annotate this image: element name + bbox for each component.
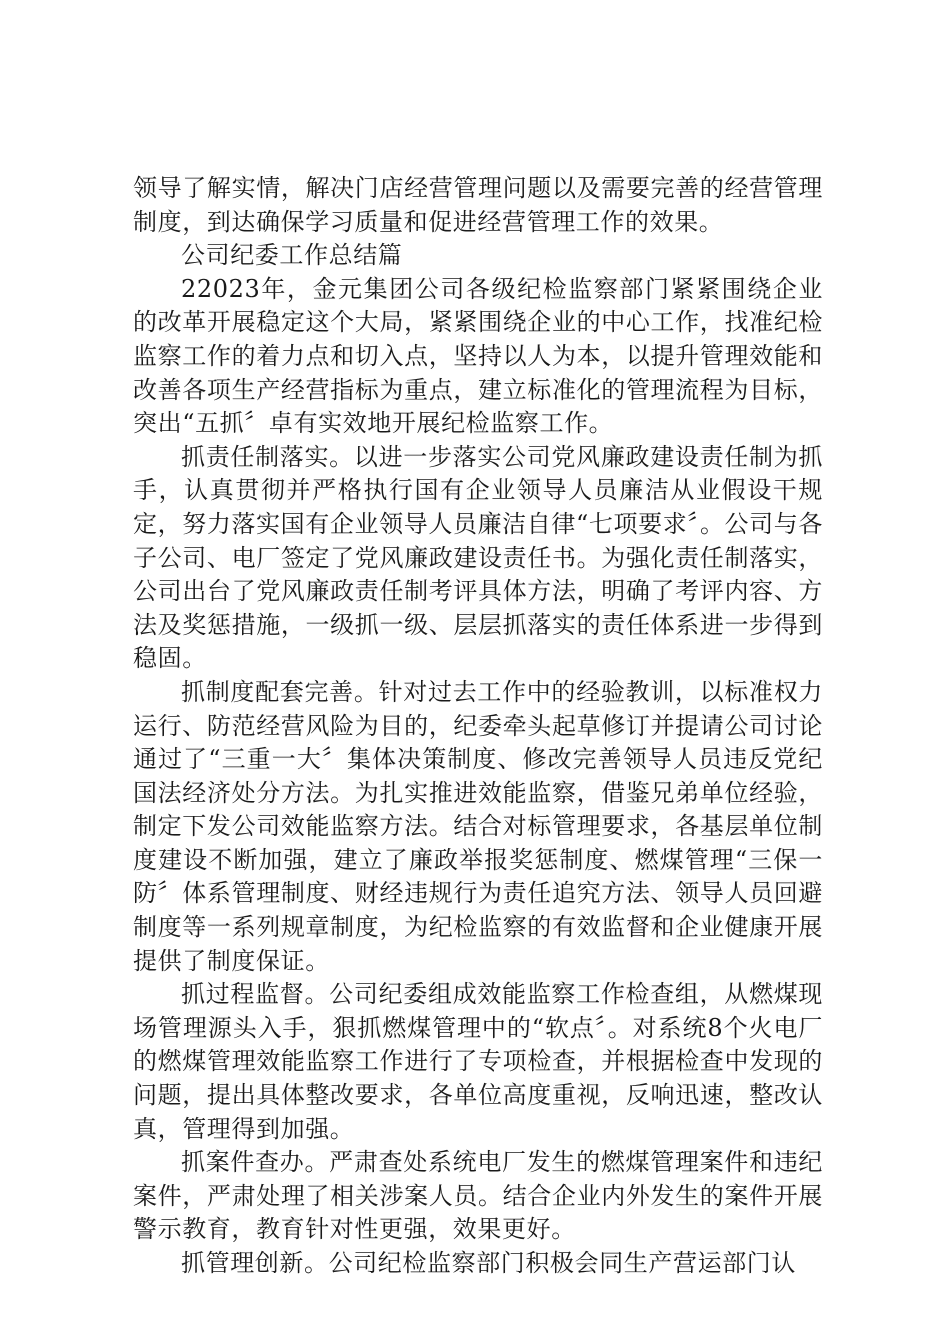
paragraph-responsibility: 抓责任制落实。以进一步落实公司党风廉政建设责任制为抓手，认真贯彻并严格执行国有企业领导人员廉洁从业假设干规定，努力落实国有企业领导人员廉洁自律“七项要求〞。公司与各子公司、电厂签定了党风廉政建设责任书。为强化责任制落实，公司出台了党风廉政责任制考评具体方法，明确了考评内容、方法及奖惩措施，一级抓一级、层层抓落实的责任体系进一步得到稳固。	[133, 442, 823, 673]
paragraph-continuation: 领导了解实情，解决门店经营管理问题以及需要完善的经营管理制度，到达确保学习质量和促进经营管理工作的效果。	[133, 174, 823, 236]
document-body	[133, 172, 823, 1281]
paragraph-cases: 抓案件查办。严肃查处系统电厂发生的燃煤管理案件和违纪案件，严肃处理了相关涉案人员。结合企业内外发生的案件开展警示教育，教育针对性更强，效果更好。	[133, 1148, 823, 1244]
paragraph-innovation: 抓管理创新。公司纪检监察部门积极会同生产营运部门认	[181, 1249, 796, 1277]
paragraph-institutions: 抓制度配套完善。针对过去工作中的经验教训，以标准权力运行、防范经营风险为目的，纪委牵头起草修订并提请公司讨论通过了“三重一大〞集体决策制度、修改完善领导人员违反党纪国法经济处分方法。为扎实推进效能监察，借鉴兄弟单位经验，制定下发公司效能监察方法。结合对标管理要求，各基层单位制度建设不断加强，建立了廉政举报奖惩制度、燃煤管理“三保一防〞体系管理制度、财经违规行为责任追究方法、领导人员回避制度等一系列规章制度，为纪检监察的有效监督和企业健康开展提供了制度保证。	[133, 677, 823, 975]
section-heading: 公司纪委工作总结篇	[181, 241, 403, 270]
paragraph-intro: 22023年，金元集团公司各级纪检监察部门紧紧围绕企业的改革开展稳定这个大局，紧紧围绕企业的中心工作，找准纪检监察工作的着力点和切入点，坚持以人为本，以提升管理效能和改善各项生产经营指标为重点，建立标准化的管理流程为目标，突出“五抓〞卓有实效地开展纪检监察工作。	[133, 274, 823, 438]
paragraph-supervision: 抓过程监督。公司纪委组成效能监察工作检查组，从燃煤现场管理源头入手，狠抓燃煤管理中的“软点〞。对系统8个火电厂的燃煤管理效能监察工作进行了专项检查，并根据检查中发现的问题，提出具体整改要求，各单位高度重视，反响迅速，整改认真，管理得到加强。	[133, 980, 823, 1143]
